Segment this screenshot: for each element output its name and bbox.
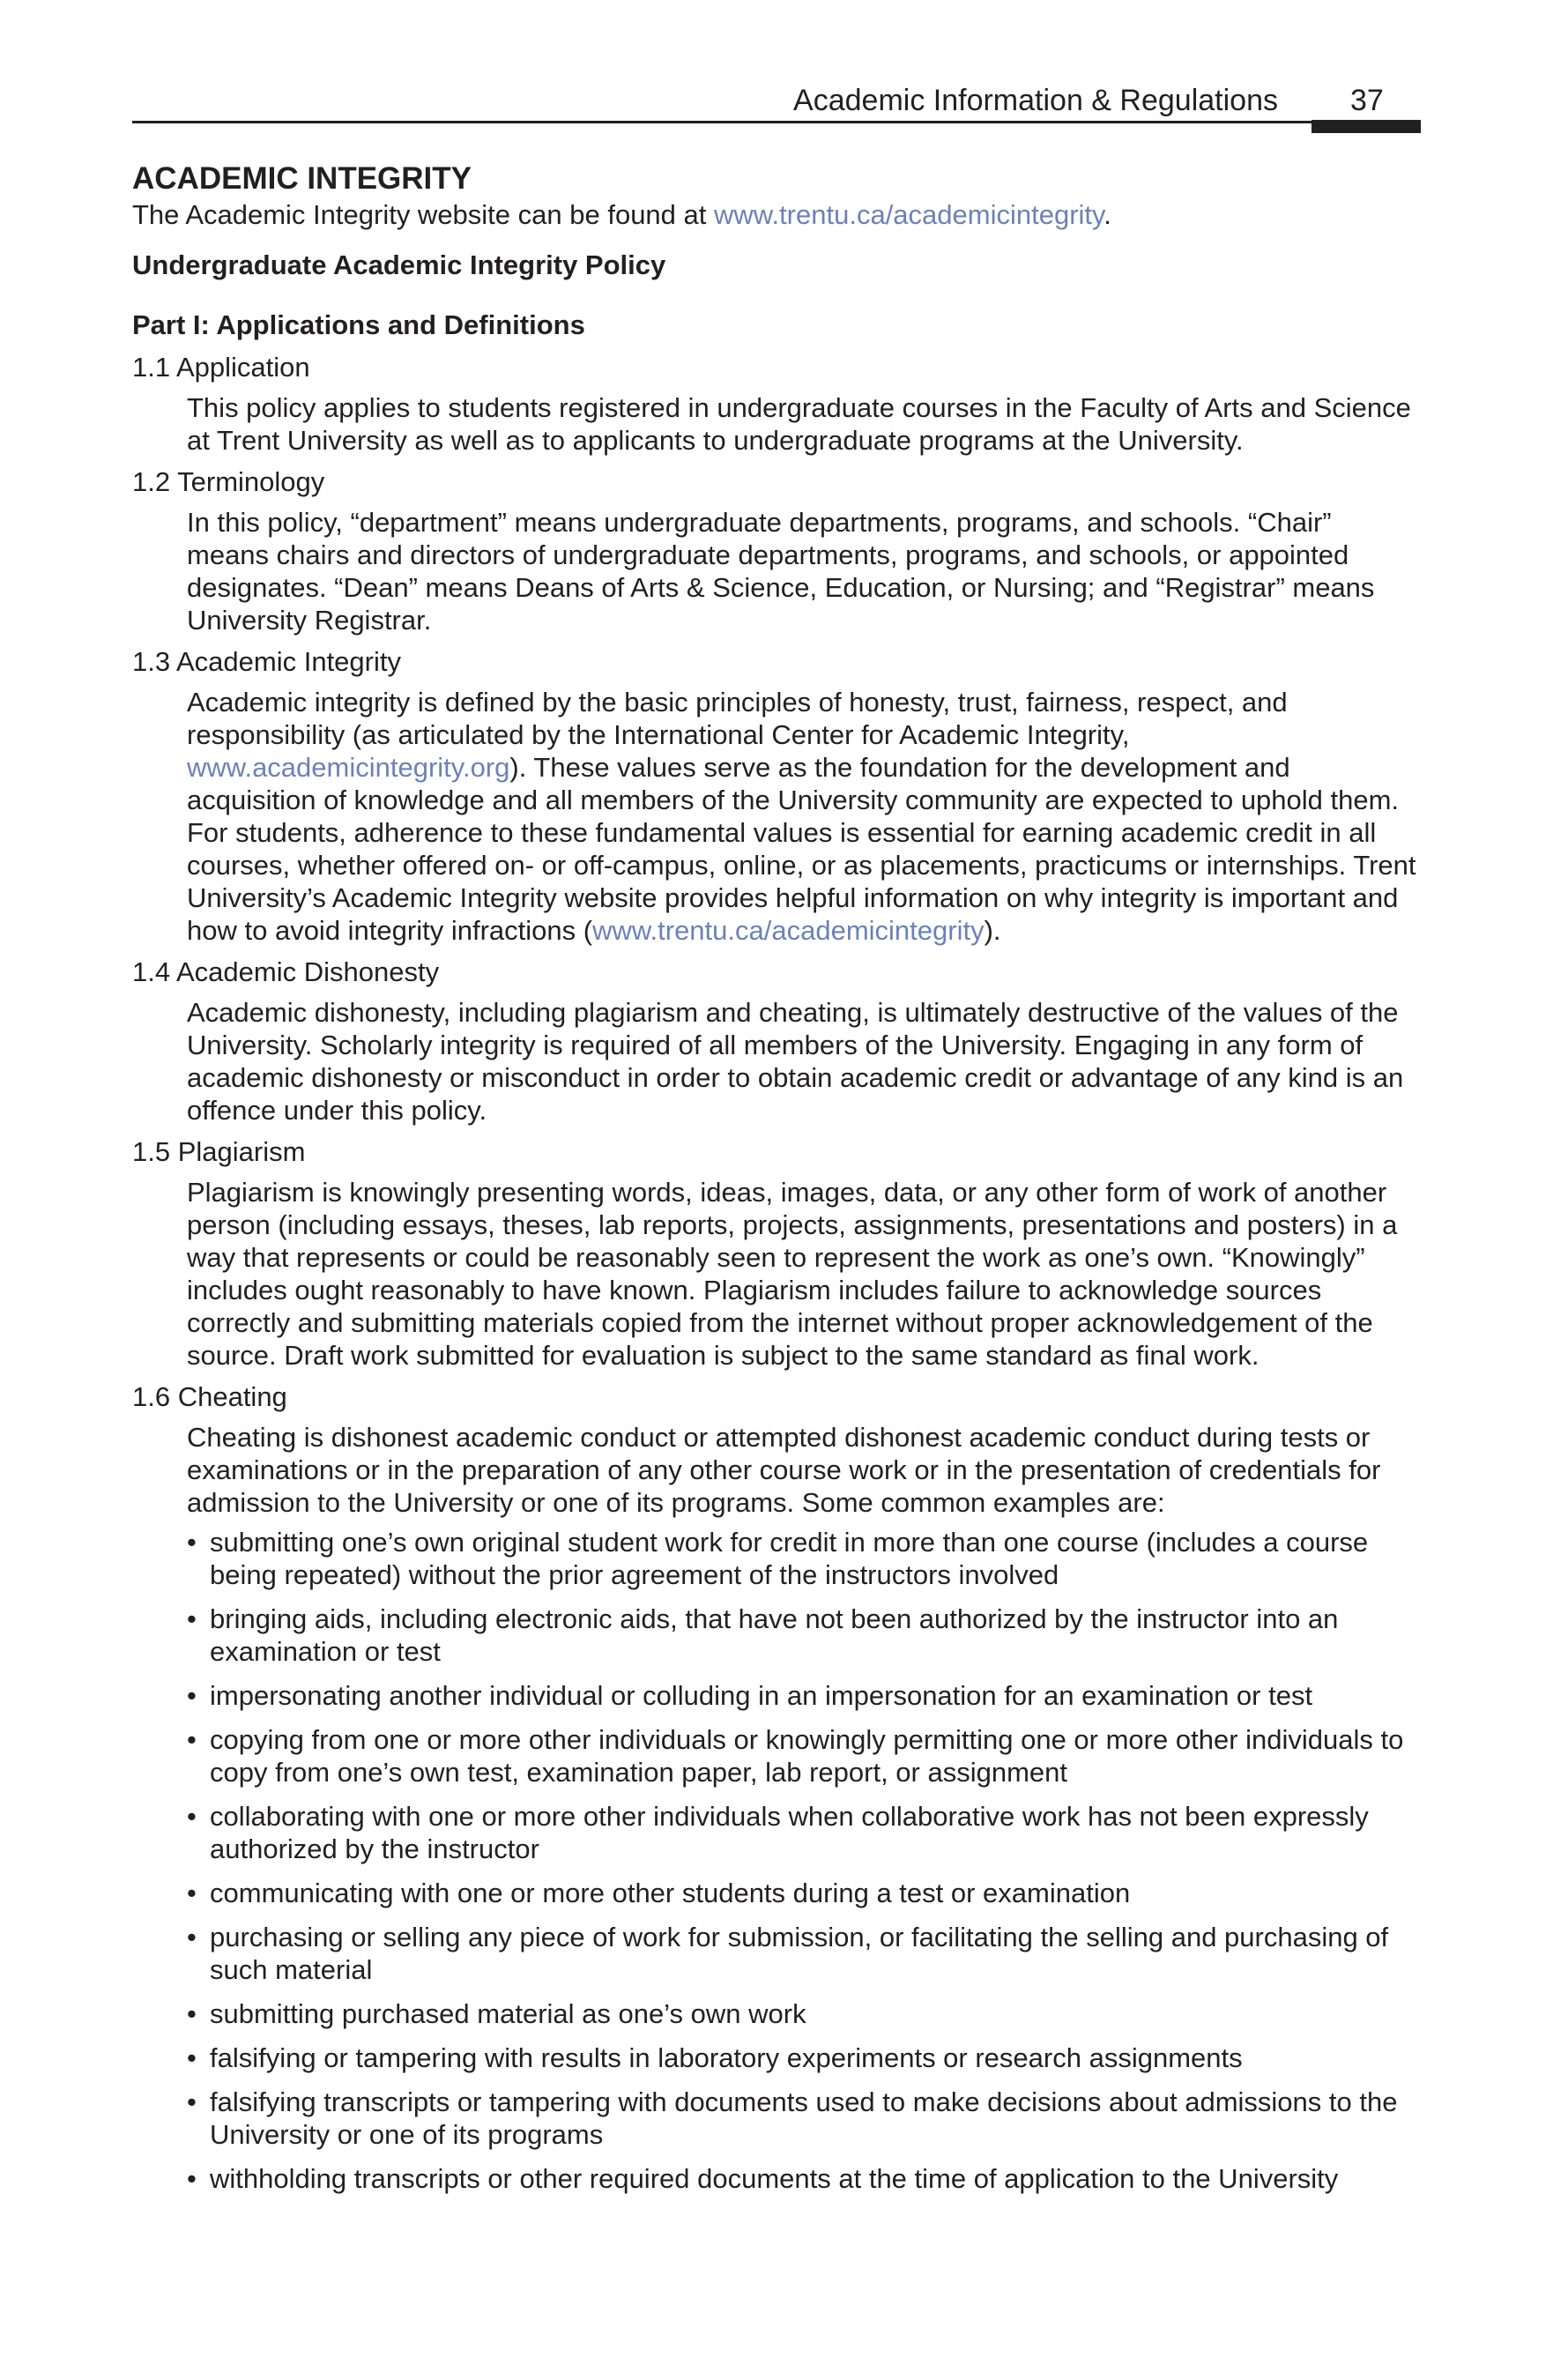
part-title: Part I: Applications and Definitions — [132, 309, 585, 340]
list-item: • falsifying or tampering with results in laboratory experiments or research assignments — [187, 2042, 1421, 2074]
item-academic-dishonesty — [132, 956, 1421, 1127]
item-application — [132, 351, 1421, 457]
body-text: Academic integrity is defined by the basic principles of honesty, trust, fairness, respect, and responsibility (as articulated by the International Center for Academic Integrity, — [187, 687, 1288, 750]
item-plagiarism — [132, 1135, 1421, 1372]
item-heading: 1.4 Academic Dishonesty — [132, 956, 440, 987]
item-academic-integrity — [132, 645, 1421, 947]
list-item: • submitting one’s own original student work for credit in more than one course (includes a course being repeated) without the prior agreement of the instructors involved — [187, 1526, 1421, 1591]
list-item: • communicating with one or more other students during a test or examination — [187, 1877, 1421, 1909]
item-terminology — [132, 465, 1421, 636]
academic-integrity-website-link[interactable]: www.trentu.ca/academicintegrity — [592, 915, 985, 946]
item-heading: 1.6 Cheating — [132, 1381, 287, 1412]
page-number: 37 — [1350, 84, 1384, 117]
intro-text: The Academic Integrity website can be found at — [132, 199, 714, 230]
running-header — [0, 0, 1553, 141]
item-heading: 1.2 Terminology — [132, 466, 325, 497]
body-text: ). These values serve as the foundation for the development and acquisition of knowledge and all members of the University community are expected to uphold them. For students, adherence to these fundamental values is essential for earning academic credit in all courses, whether offered on- or off-campus, online, or as placements, practicums or internships. Trent University’s Academic Integrity website provides helpful information on why integrity is important and how to avoid integrity infractions ( — [187, 752, 1416, 946]
item-heading: 1.3 Academic Integrity — [132, 646, 401, 677]
section-title: ACADEMIC INTEGRITY — [132, 161, 472, 196]
header-rule — [132, 121, 1313, 123]
item-cheating — [132, 1380, 1421, 2195]
item-body: Cheating is dishonest academic conduct or attempted dishonest academic conduct during tests or examinations or in the preparation of any other course work or in the presentation of credentials for admission to the University or one of its programs. Some common examples are: — [187, 1422, 1381, 1518]
header-tab-bar — [1312, 120, 1421, 133]
list-item: • falsifying transcripts or tampering with documents used to make decisions about admissions to the University or one of its programs — [187, 2086, 1421, 2151]
list-item: • purchasing or selling any piece of work for submission, or facilitating the selling and purchasing of such material — [187, 1921, 1421, 1986]
list-item: • collaborating with one or more other individuals when collaborative work has not been expressly authorized by the instructor — [187, 1800, 1421, 1865]
list-item: • submitting purchased material as one’s own work — [187, 1997, 1421, 2030]
intro-period: . — [1103, 199, 1111, 230]
cheating-examples-list — [187, 1526, 1421, 2195]
item-body: Plagiarism is knowingly presenting words, ideas, images, data, or any other form of work of another person (including essays, theses, lab reports, projects, assignments, presentations and posters) in a way that represents or could be reasonably seen to represent the work as one’s own. “Knowingly” includes ought reasonably to have known. Plagiarism includes failure to acknowledge sources correctly and submitting materials copied from the internet without proper acknowledgement of the source. Draft work submitted for evaluation is subject to the same standard as final work. — [187, 1177, 1398, 1371]
running-header-title: Academic Information & Regulations — [793, 84, 1278, 117]
policy-title: Undergraduate Academic Integrity Policy — [132, 249, 666, 280]
body-text: ). — [984, 915, 1001, 946]
item-heading: 1.1 Application — [132, 352, 310, 383]
list-item: • withholding transcripts or other required documents at the time of application to the University — [187, 2162, 1421, 2195]
list-item: • bringing aids, including electronic aids, that have not been authorized by the instructor into an examination or test — [187, 1603, 1421, 1668]
academic-integrity-website-link[interactable]: www.trentu.ca/academicintegrity — [714, 199, 1104, 230]
item-body: This policy applies to students registered in undergraduate courses in the Faculty of Arts and Science at Trent University as well as to applicants to undergraduate programs at the University. — [187, 392, 1411, 456]
section-intro — [132, 199, 1421, 231]
item-heading: 1.5 Plagiarism — [132, 1136, 306, 1167]
main-content — [132, 160, 1421, 2206]
item-body: Academic dishonesty, including plagiarism and cheating, is ultimately destructive of the values of the University. Scholarly integrity is required of all members of the University. Engaging in any form of academic dishonesty or misconduct in order to obtain academic credit or advantage of any kind is an offence under this policy. — [187, 997, 1404, 1126]
icai-website-link[interactable]: www.academicintegrity.org — [187, 752, 510, 783]
item-body: In this policy, “department” means undergraduate departments, programs, and schools. “Chair” means chairs and directors of undergraduate departments, programs, and schools, or appointed designates. “Dean” means Deans of Arts & Science, Education, or Nursing; and “Registrar” means University Registrar. — [187, 507, 1375, 636]
list-item: • impersonating another individual or colluding in an impersonation for an examination or test — [187, 1679, 1421, 1712]
item-body — [187, 686, 1421, 947]
list-item: • copying from one or more other individuals or knowingly permitting one or more other individuals to copy from one’s own test, examination paper, lab report, or assignment — [187, 1723, 1421, 1789]
